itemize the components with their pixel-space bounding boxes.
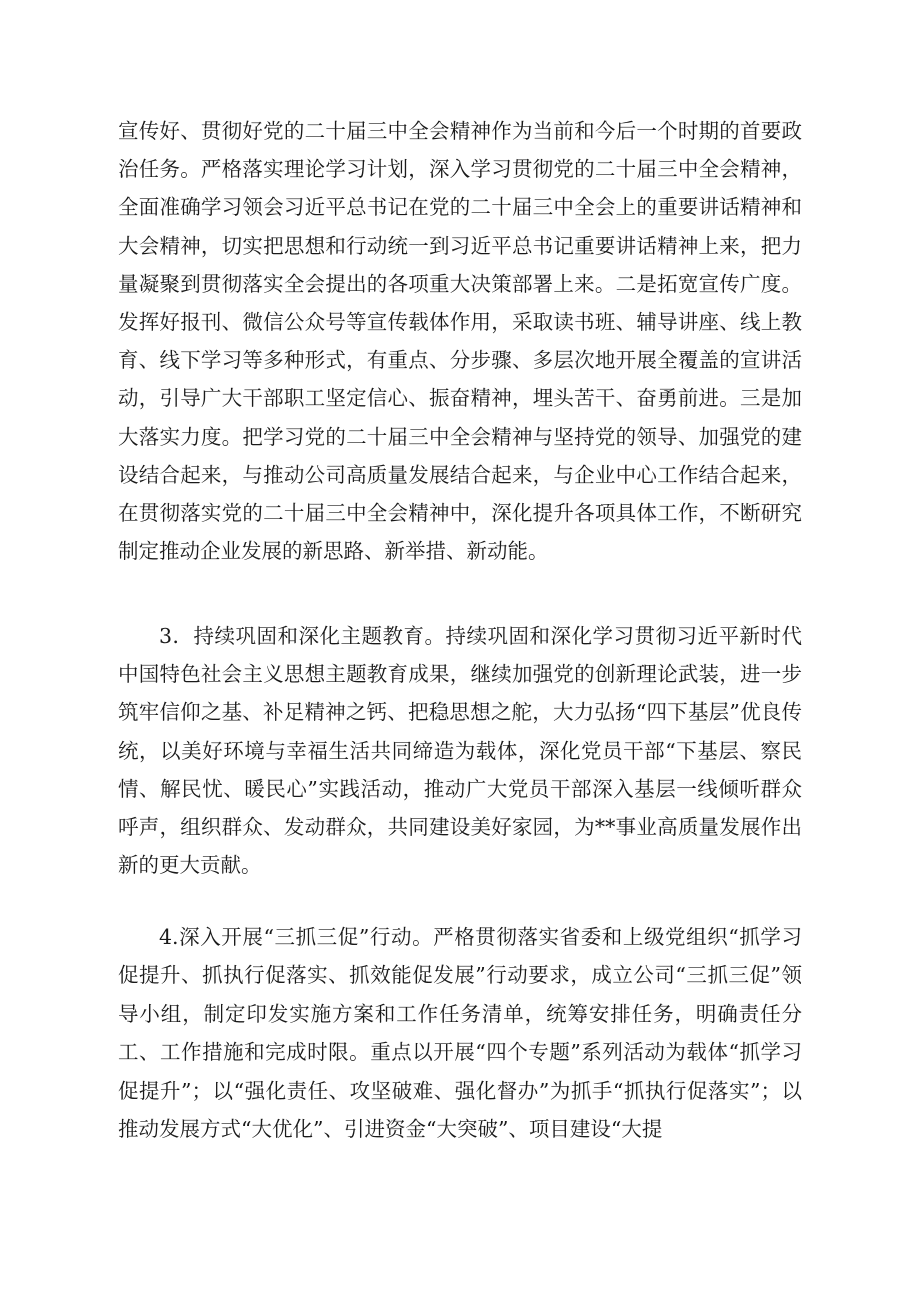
paragraph-item-3 bbox=[118, 617, 802, 884]
paragraph-item-4 bbox=[118, 918, 802, 1148]
paragraph-text: 宣传好、贯彻好党的二十届三中全会精神作为当前和今后一个时期的首要政治任务。严格落实理论学习计划，深入学习贯彻党的二十届三中全会精神，全面准确学习领会习近平总书记在党的二十届三中全会上的重要讲话精神和大会精神，切实把思想和行动统一到习近平总书记重要讲话精神上来，把力量凝聚到贯彻落实全会提出的各项重大决策部署上来。二是拓宽宣传广度。发挥好报刊、微信公众号等宣传载体作用，采取读书班、辅导讲座、线上教育、线下学习等多种形式，有重点、分步骤、多层次地开展全覆盖的宣讲活动，引导广大干部职工坚定信心、振奋精神，埋头苦干、奋勇前进。三是加大落实力度。把学习党的二十届三中全会精神与坚持党的领导、加强党的建设结合起来，与推动公司高质量发展结合起来，与企业中心工作结合起来，在贯彻落实党的二十届三中全会精神中，深化提升各项具体工作，不断研究制定推动企业发展的新思路、新举措、新动能。 bbox=[118, 119, 802, 564]
paragraph-continuation bbox=[118, 112, 802, 570]
paragraph-text: 3．持续巩固和深化主题教育。持续巩固和深化学习贯彻习近平新时代中国特色社会主义思想主题教育成果，继续加强党的创新理论武装，进一步筑牢信仰之基、补足精神之钙、把稳思想之舵，大力弘扬“四下基层”优良传统，以美好环境与幸福生活共同缔造为载体，深化党员干部“下基层、察民情、解民忧、暖民心”实践活动，推动广大党员干部深入基层一线倾听群众呼声，组织群众、发动群众，共同建设美好家园，为**事业高质量发展作出新的更大贡献。 bbox=[118, 624, 802, 878]
paragraph-text: 4.深入开展“三抓三促”行动。严格贯彻落实省委和上级党组织“抓学习促提升、抓执行促落实、抓效能促发展”行动要求，成立公司“三抓三促”领导小组，制定印发实施方案和工作任务清单，统筹安排任务，明确责任分工、工作措施和完成时限。重点以开展“四个专题”系列活动为载体“抓学习促提升”；以“强化责任、攻坚破难、强化督办”为抓手“抓执行促落实”；以推动发展方式“大优化”、引进资金“大突破”、项目建设“大提 bbox=[118, 925, 802, 1142]
